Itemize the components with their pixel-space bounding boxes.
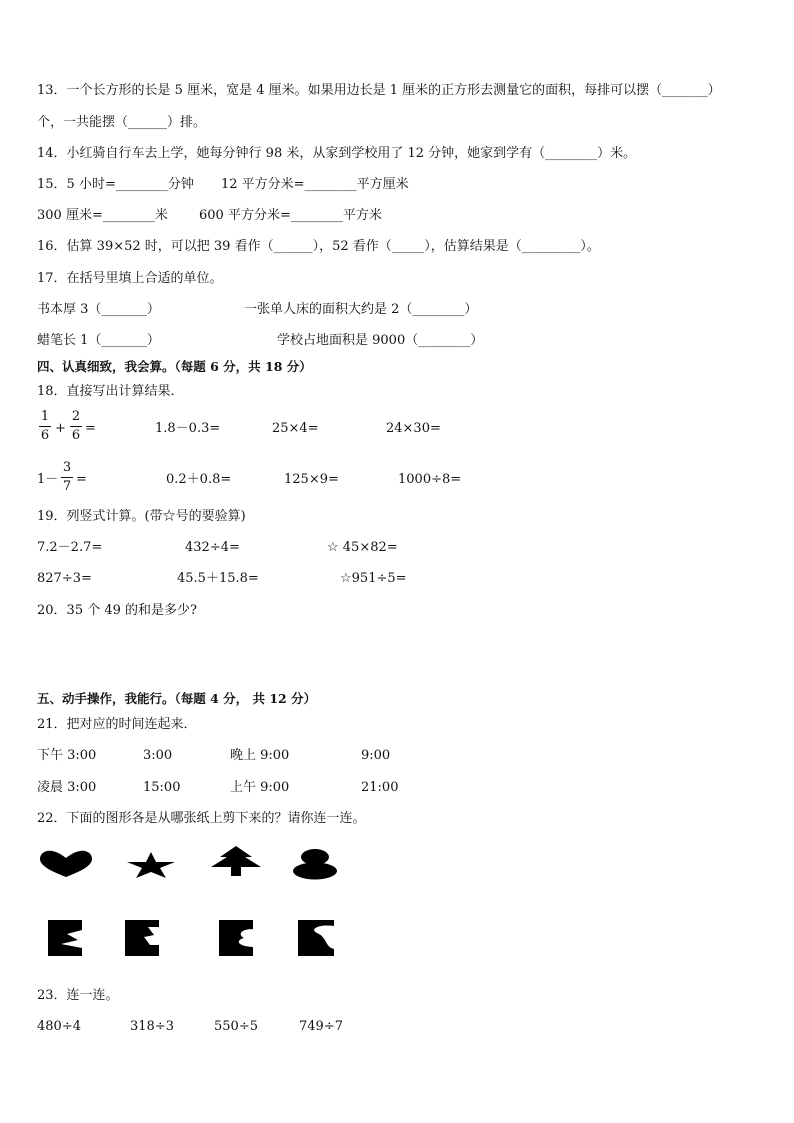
notch-wave-icon [297,919,335,957]
q21-r2-c2: 15:00 [143,780,181,795]
q18-title: 18．直接写出计算结果． [37,384,184,399]
q21-r2-c3: 上午 9:00 [230,780,290,795]
q23-item-3: 550÷5 [214,1019,258,1034]
q15-d: 600 平方分米=________平方米 [199,208,382,223]
q21-r2-c1: 凌晨 3:00 [37,780,97,795]
q21-r1-c4: 9:00 [361,748,391,763]
q14-text: 14．小红骑自行车去上学，她每分钟行 98 米，从家到学校用了 12 分钟，她家到学有（________）米。 [37,146,637,161]
q16-text: 16．估算 39×52 时，可以把 39 看作（______），52 看作（_____），估算结果是（_________）。 [37,239,600,254]
q23-title: 23．连一连。 [37,988,119,1003]
q15-c: 300 厘米=________米 [37,208,168,223]
q19-title: 19．列竖式计算。(带☆号的要验算) [37,509,246,524]
q18-e8: 1000÷8= [398,472,462,487]
q21-title: 21．把对应的时间连起来． [37,717,197,732]
q20-text: 20．35 个 49 的和是多少? [37,603,197,618]
q15-a: 15．5 小时=________分钟 [37,177,194,192]
q18-e2: 1.8－0.3= [155,421,221,436]
q13-line2: 个，一共能摆（______）排。 [37,115,207,130]
tree-icon [209,845,263,877]
q18-frac2-eq: = [76,472,87,487]
q22-title: 22．下面的图形各是从哪张纸上剪下来的？请你连一连。 [37,811,366,826]
q23-item-4: 749÷7 [299,1019,343,1034]
section5-heading: 五、动手操作，我能行。（每题 4 分， 共 12 分） [37,691,317,706]
notch-curve-icon [218,919,254,957]
q19-e2: 432÷4= [185,540,240,555]
q18-e4: 24×30= [386,421,441,436]
q18-e3: 25×4= [272,421,319,436]
star-icon [126,851,176,879]
q18-frac1-eq: = [85,421,96,436]
q21-r2-c4: 21:00 [361,780,399,795]
notch-step-icon [124,919,160,957]
q21-r1-c1: 下午 3:00 [37,748,97,763]
q18-e6: 0.2＋0.8= [166,472,232,487]
q21-r1-c3: 晚上 9:00 [230,748,290,763]
q17-a: 书本厚 3（_______） [37,302,160,317]
q18-frac1-a: 1 6 [40,409,50,443]
q18-e7: 125×9= [284,472,339,487]
heart-icon [38,849,94,879]
q17-title: 17．在括号里填上合适的单位。 [37,271,223,286]
q18-frac1-op: + [55,421,66,436]
notch-zigzag-icon [47,919,83,957]
q19-e1: 7.2－2.7= [37,540,103,555]
q17-b: 一张单人床的面积大约是 2（________） [244,302,478,317]
q17-d: 学校占地面积是 9000（________） [277,333,484,348]
q15-b: 12 平方分米=________平方厘米 [221,177,409,192]
q17-c: 蜡笔长 1（_______） [37,333,160,348]
q13-line1: 13．一个长方形的长是 5 厘米，宽是 4 厘米。如果用边长是 1 厘米的正方形去测量它的面积，每排可以摆（_______） [37,83,721,98]
q21-r1-c2: 3:00 [143,748,173,763]
q18-frac1-b: 2 6 [71,409,81,443]
q19-e6: ☆951÷5= [340,571,407,586]
section4-heading: 四、认真细致，我会算。（每题 6 分，共 18 分） [37,359,312,374]
q23-item-1: 480÷4 [37,1019,81,1034]
q18-frac2-pre: 1－ [37,472,59,487]
q19-e3: ☆ 45×82= [327,540,398,555]
q19-e5: 45.5＋15.8= [177,571,259,586]
q23-item-2: 318÷3 [130,1019,174,1034]
q18-frac2: 3 7 [62,460,72,494]
cloud-icon [292,848,338,880]
q19-e4: 827÷3= [37,571,92,586]
